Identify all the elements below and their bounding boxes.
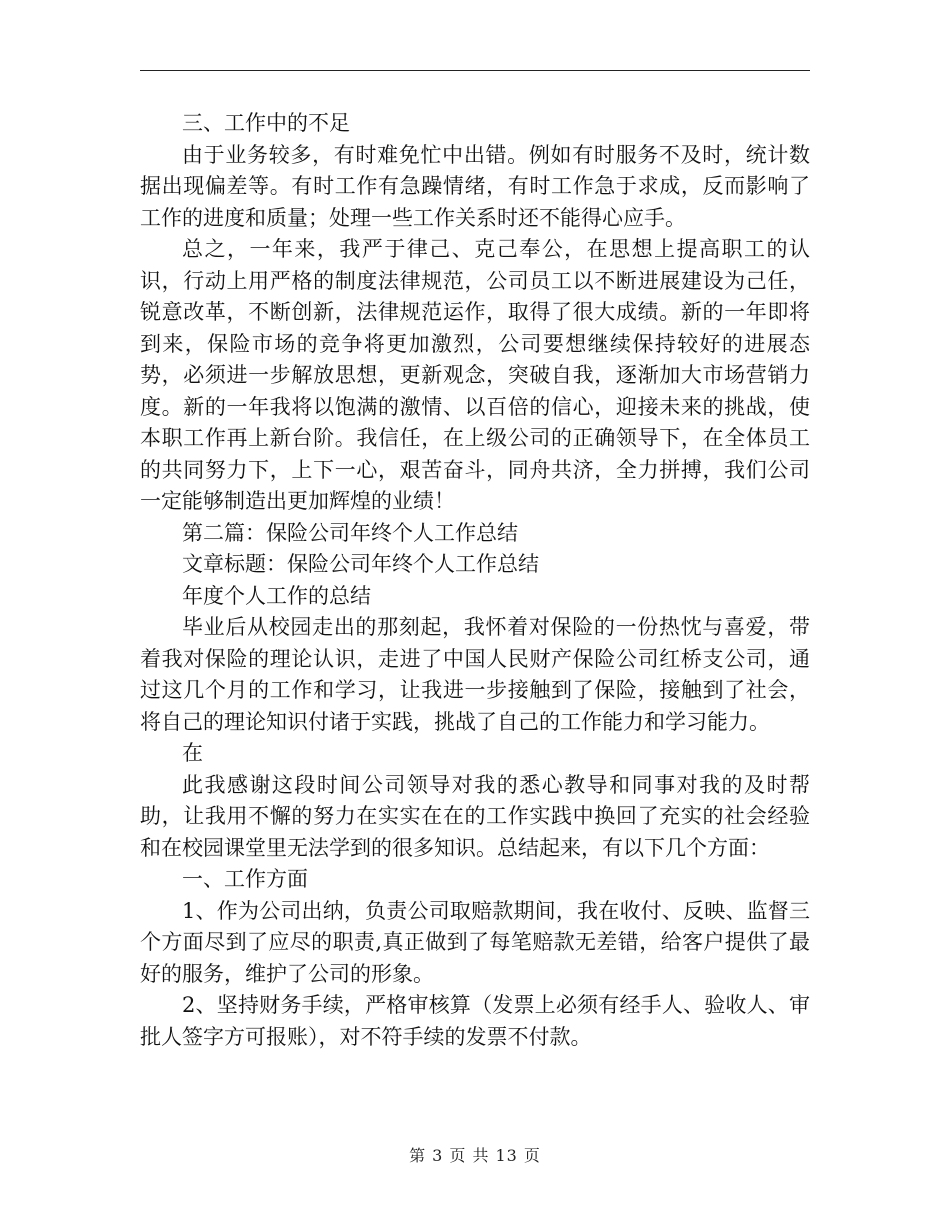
paragraph-section-heading-shortcomings: 三、工作中的不足	[182, 111, 350, 135]
body-text	[140, 108, 810, 1053]
paragraph-article-title: 文章标题：保险公司年终个人工作总结	[182, 552, 539, 576]
paragraph-part-two-title: 第二篇：保险公司年终个人工作总结	[182, 520, 518, 545]
paragraph-item-2: 2、坚持财务手续，严格审核算（发票上必须有经手人、验收人、审批人签字方可报账），对不符手续的发票不付款。	[140, 993, 810, 1049]
footer-middle: 页 共	[449, 1146, 490, 1165]
paragraph-thanks: 此我感谢这段时间公司领导对我的悉心教导和同事对我的及时帮助，让我用不懈的努力在实实在在的工作实践中换回了充实的社会经验和在校园课堂里无法学到的很多知识。总结起来，有以下几个方面：	[140, 772, 810, 860]
footer-prefix: 第	[409, 1146, 427, 1165]
paragraph-shortcomings: 由于业务较多，有时难免忙中出错。例如有时服务不及时，统计数据出现偏差等。有时工作有急躁情绪，有时工作急于求成，反而影响了工作的进度和质量；处理一些工作关系时还不能得心应手。	[140, 142, 810, 230]
paragraph-item-1: 1、作为公司出纳，负责公司取赔款期间，我在收付、反映、监督三个方面尽到了应尽的职责,真正做到了每笔赔款无差错，给客户提供了最好的服务，维护了公司的形象。	[140, 898, 810, 986]
footer-total-pages: 13	[495, 1146, 518, 1165]
paragraph-section-heading-work: 一、工作方面	[182, 867, 308, 891]
paragraph-annual-summary-title: 年度个人工作的总结	[182, 583, 371, 608]
header-rule	[140, 70, 810, 71]
paragraph-conclusion: 总之，一年来，我严于律己、克己奉公，在思想上提高职工的认识，行动上用严格的制度法律规范，公司员工以不断进展建设为己任，锐意改革，不断创新，法律规范运作，取得了很大成绩。新的一年即将到来，保险市场的竞争将更加激烈，公司要想继续保持较好的进展态势，必须进一步解放思想，更新观念，突破自我，逐渐加大市场营销力度。新的一年我将以饱满的激情、以百倍的信心，迎接未来的挑战，使本职工作再上新台阶。我信任，在上级公司的正确领导下，在全体员工的共同努力下，上下一心，艰苦奋斗，同舟共济，全力拼搏，我们公司一定能够制造出更加辉煌的业绩！	[140, 237, 810, 513]
paragraph-fragment: 在	[182, 741, 203, 765]
paragraph-introduction: 毕业后从校园走出的那刻起，我怀着对保险的一份热忱与喜爱，带着我对保险的理论认识，走进了中国人民财产保险公司红桥支公司，通过这几个月的工作和学习，让我进一步接触到了保险，接触到了社会，将自己的理论知识付诸于实践，挑战了自己的工作能力和学习能力。	[140, 615, 810, 734]
footer-suffix: 页	[523, 1146, 541, 1165]
page-footer	[0, 1146, 950, 1166]
footer-current-page: 3	[432, 1146, 444, 1165]
